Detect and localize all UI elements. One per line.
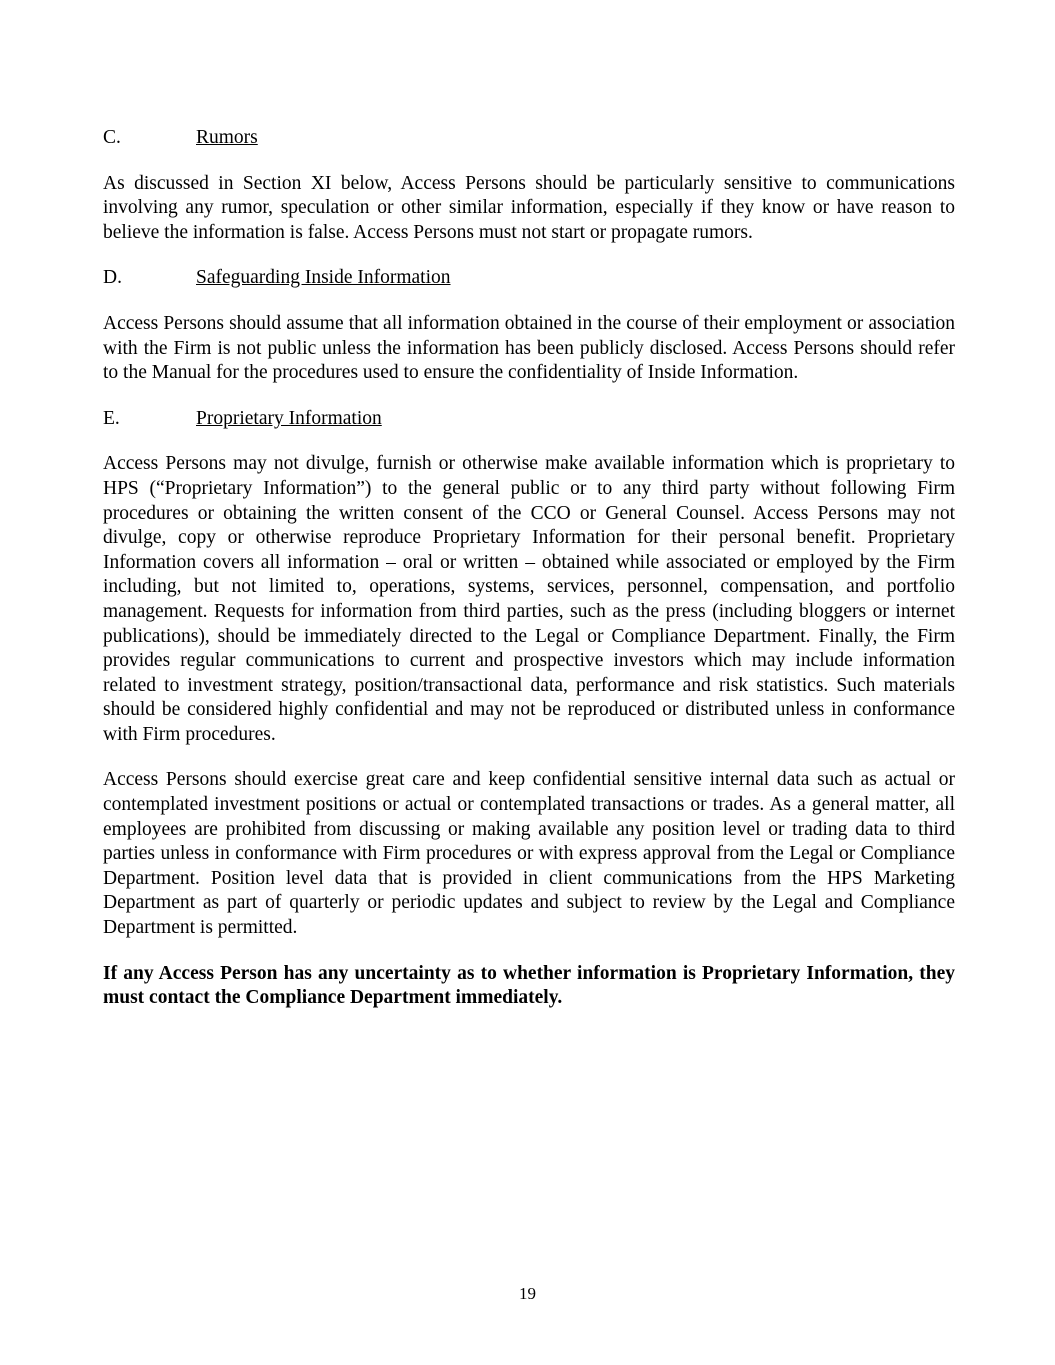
document-content	[103, 126, 955, 1032]
paragraph-rumors: As discussed in Section XI below, Access Persons should be particularly sensitive to communications involving any rumor, speculation or other similar information, especially if they know or have reason to believe the information is false. Access Persons must not start or propagate rumors.	[103, 172, 955, 243]
section-letter: D.	[103, 267, 122, 289]
section-heading-rumors	[103, 126, 955, 151]
page-number: 19	[519, 1284, 536, 1303]
section-heading-safeguarding-inside-information	[103, 266, 955, 291]
paragraph-proprietary-bold-notice: If any Access Person has any uncertainty as to whether information is Proprietary Information, they must contact the Compliance Department immediately.	[103, 962, 955, 1009]
paragraph-proprietary-2: Access Persons should exercise great care and keep confidential sensitive internal data such as actual or contemplated investment positions or actual or contemplated transactions or trades. As a general matter, all employees are prohibited from discussing or making available any position level or trading data to third parties unless in conformance with Firm procedures or with express approval from the Legal or Compliance Department. Position level data that is provided in client communications from the HPS Marketing Department as part of quarterly or periodic updates and subject to review by the Legal and Compliance Department is permitted.	[103, 769, 955, 939]
paragraph-proprietary-1: Access Persons may not divulge, furnish or otherwise make available information which is proprietary to HPS (“Proprietary Information”) to the general public or to any third party without following Firm procedures or obtaining the written consent of the CCO or General Counsel. Access Persons may not divulge, copy or otherwise reproduce Proprietary Information for their personal benefit. Proprietary Information covers all information – oral or written – obtained while associated or employed by the Firm including, but not limited to, operations, systems, services, personnel, compensation, and portfolio management. Requests for information from third parties, such as the press (including bloggers or internet publications), should be immediately directed to the Legal or Compliance Department. Finally, the Firm provides regular communications to current and prospective investors which may include information related to investment strategy, position/transactional data, performance and risk statistics. Such materials should be considered highly confidential and may not be reproduced or distributed unless in conformance with Firm procedures.	[103, 453, 955, 745]
section-heading-proprietary-information	[103, 407, 955, 432]
section-title: Proprietary Information	[196, 407, 382, 429]
section-title: Rumors	[196, 127, 258, 148]
section-letter: C.	[103, 127, 121, 148]
paragraph-safeguarding: Access Persons should assume that all information obtained in the course of their employment or association with the Firm is not public unless the information has been publicly disclosed. Access Persons should refer to the Manual for the procedures used to ensure the confidentiality of Inside Information.	[103, 312, 955, 384]
section-letter: E.	[103, 407, 120, 429]
section-title: Safeguarding Inside Information	[196, 267, 451, 289]
